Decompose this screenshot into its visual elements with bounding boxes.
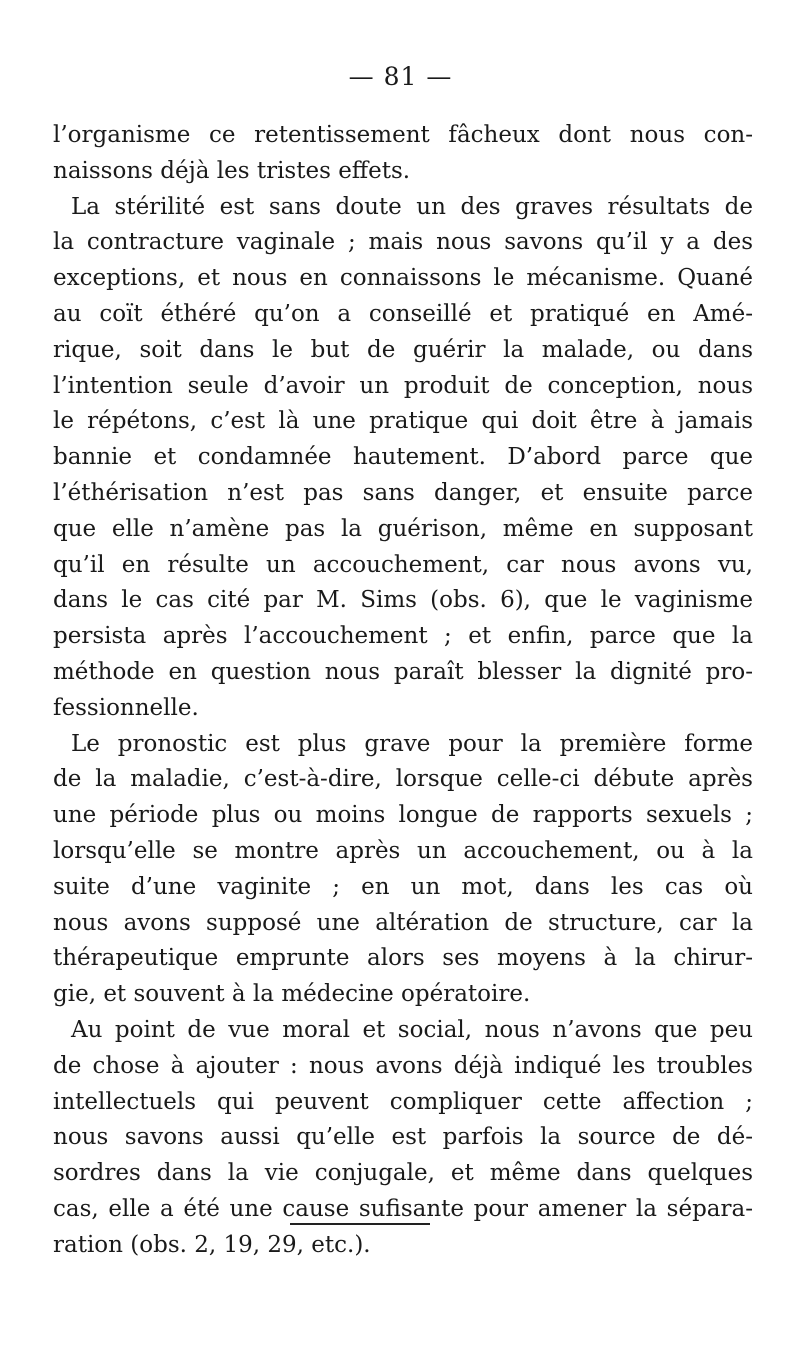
text-line: gie, et souvent à la médecine opératoire. — [53, 981, 531, 1008]
text-line: que elle n’amène pas la guérison, même en supposant — [53, 515, 753, 542]
text-line: au coït éthéré qu’on a conseillé et pratiqué en Amé- — [53, 300, 753, 327]
text-line: l’éthérisation n’est pas sans danger, et ensuite parce — [53, 479, 753, 506]
page-number: — 81 — — [348, 62, 453, 91]
text-line: thérapeutique emprunte alors ses moyens à la chirur- — [53, 945, 753, 972]
text-line: naissons déjà les tristes effets. — [53, 157, 411, 184]
text-line: lorsqu’elle se montre après un accouchement, ou à la — [53, 837, 753, 864]
text-line: Le pronostic est plus grave pour la première forme — [71, 730, 753, 757]
text-line: exceptions, et nous en connaissons le mécanisme. Quané — [53, 265, 753, 292]
text-line: persista après l’accouchement ; et enfin, parce que la — [53, 623, 753, 650]
text-line: qu’il en résulte un accouchement, car nous avons vu, — [53, 551, 753, 578]
text-line: Au point de vue moral et social, nous n’avons que peu — [71, 1016, 753, 1043]
text-line: méthode en question nous paraît blesser la dignité pro- — [53, 658, 753, 685]
text-line: dans le cas cité par M. Sims (obs. 6), que le vaginisme — [53, 587, 753, 614]
text-line: bannie et condamnée hautement. D’abord parce que — [53, 444, 753, 471]
text-line: l’organisme ce retentissement fâcheux dont nous con- — [53, 122, 753, 148]
text-line: fessionnelle. — [53, 694, 199, 721]
text-line: sordres dans la vie conjugale, et même dans quelques — [53, 1160, 753, 1187]
text-line: nous savons aussi qu’elle est parfois la source de dé- — [53, 1124, 753, 1151]
text-line: de la maladie, c’est-à-dire, lorsque celle-ci débute après — [53, 766, 753, 793]
text-line: la contracture vaginale ; mais nous savons qu’il y a des — [53, 229, 753, 256]
text-line: l’intention seule d’avoir un produit de conception, nous — [53, 372, 753, 399]
body-text — [53, 118, 753, 1264]
text-line: rique, soit dans le but de guérir la malade, ou dans — [53, 336, 753, 363]
text-line: La stérilité est sans doute un des graves résultats de — [71, 193, 753, 220]
text-line: le répétons, c’est là une pratique qui doit être à jamais — [53, 408, 753, 435]
end-rule — [290, 1223, 430, 1225]
text-line: ration (obs. 2, 19, 29, etc.). — [53, 1231, 371, 1258]
text-line: de chose à ajouter : nous avons déjà indiqué les troubles — [53, 1052, 753, 1079]
text-line: cas, elle a été une cause sufisante pour amener la sépara- — [53, 1195, 753, 1222]
text-line: nous avons supposé une altération de structure, car la — [53, 909, 753, 936]
text-line: une période plus ou moins longue de rapports sexuels ; — [53, 802, 753, 829]
text-line: suite d’une vaginite ; en un mot, dans les cas où — [53, 873, 753, 900]
text-line: intellectuels qui peuvent compliquer cette affection ; — [53, 1088, 753, 1115]
